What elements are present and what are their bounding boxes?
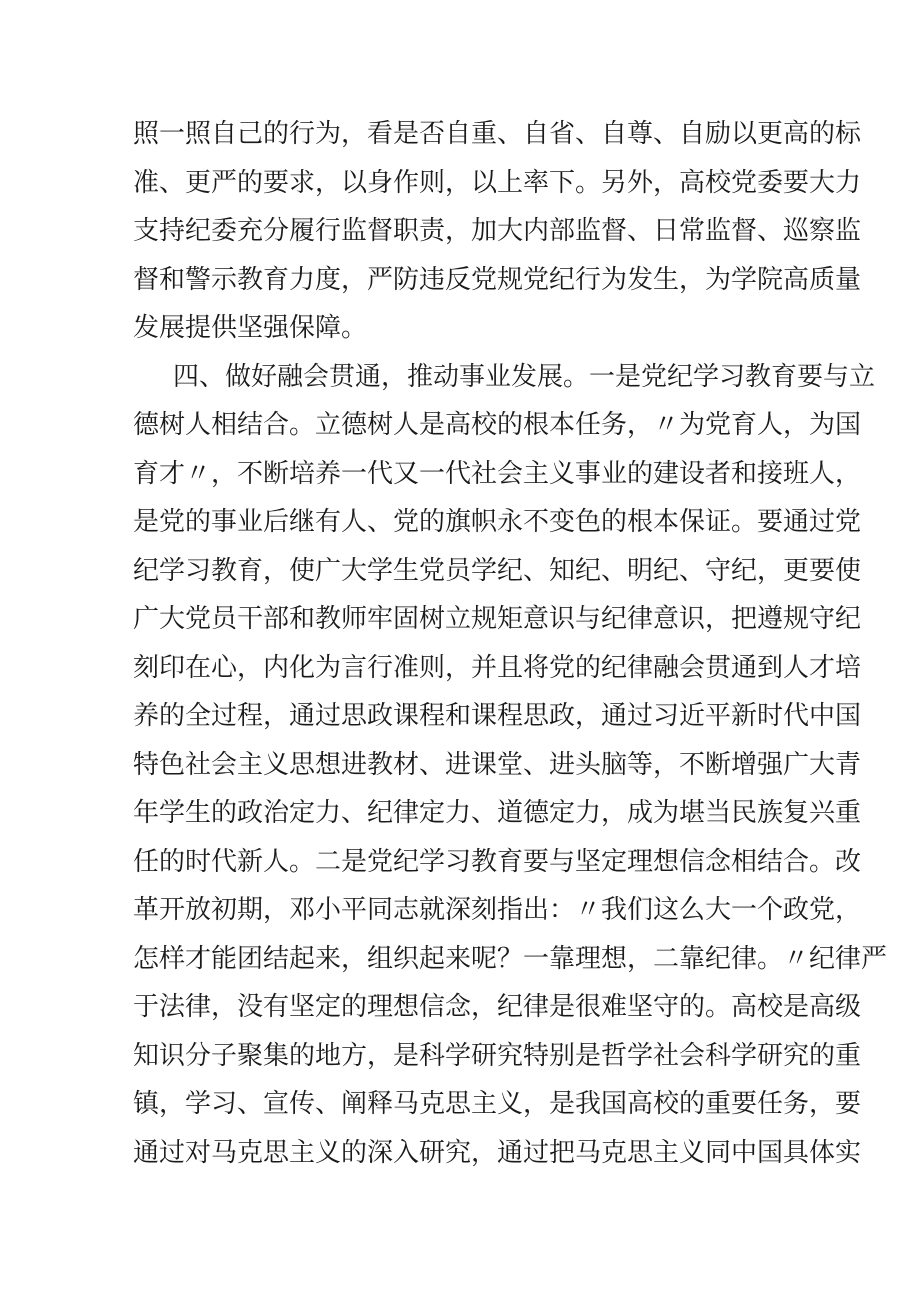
text-line: 发展提供坚强保障。 (133, 313, 368, 343)
text-line: 刻印在心，内化为言行准则，并且将党的纪律融会贯通到人才培 (133, 652, 862, 683)
text-line: 德树人相结合。立德树人是高校的根本任务，〃为党育人，为国 (133, 410, 862, 440)
text-line: 督和警示教育力度，严防违反党规党纪行为发生，为学院高质量 (133, 264, 862, 295)
text-line: 准、更严的要求，以身作则，以上率下。另外，高校党委要大力 (133, 167, 862, 198)
text-line-section-heading: 四、做好融会贯通，推动事业发展。一是党纪学习教育要与立 (173, 361, 876, 392)
text-line: 养的全过程，通过思政课程和课程思政，通过习近平新时代中国 (133, 701, 862, 731)
text-line: 特色社会主义思想进教材、进课堂、进头脑等，不断增强广大青 (133, 749, 862, 780)
text-line: 任的时代新人。二是党纪学习教育要与坚定理想信念相结合。改 (133, 846, 862, 877)
text-line: 知识分子聚集的地方，是科学研究特别是哲学社会科学研究的重 (133, 1040, 862, 1071)
text-line: 于法律，没有坚定的理想信念，纪律是很难坚守的。高校是高级 (133, 992, 862, 1022)
text-line: 纪学习教育，使广大学生党员学纪、知纪、明纪、守纪，更要使 (133, 555, 862, 586)
text-line: 通过对马克思主义的深入研究，通过把马克思主义同中国具体实 (133, 1137, 862, 1168)
text-line: 是党的事业后继有人、党的旗帜永不变色的根本保证。要通过党 (133, 507, 862, 537)
text-line: 镇，学习、宣传、阐释马克思主义，是我国高校的重要任务，要 (133, 1089, 862, 1119)
text-line: 年学生的政治定力、纪律定力、道德定力，成为堪当民族复兴重 (133, 798, 862, 828)
body-text (133, 110, 888, 1177)
text-line: 革开放初期，邓小平同志就深刻指出：〃我们这么大一个政党， (133, 895, 862, 925)
text-line: 育才〃，不断培养一代又一代社会主义事业的建设者和接班人， (133, 458, 862, 489)
text-line: 怎样才能团结起来，组织起来呢？一靠理想，二靠纪律。〃纪律严 (133, 943, 888, 974)
text-line: 支持纪委充分履行监督职责，加大内部监督、日常监督、巡察监 (133, 216, 862, 246)
text-line: 照一照自己的行为，看是否自重、自省、自尊、自励以更高的标 (133, 119, 862, 149)
text-line: 广大党员干部和教师牢固树立规矩意识与纪律意识，把遵规守纪 (133, 604, 862, 634)
